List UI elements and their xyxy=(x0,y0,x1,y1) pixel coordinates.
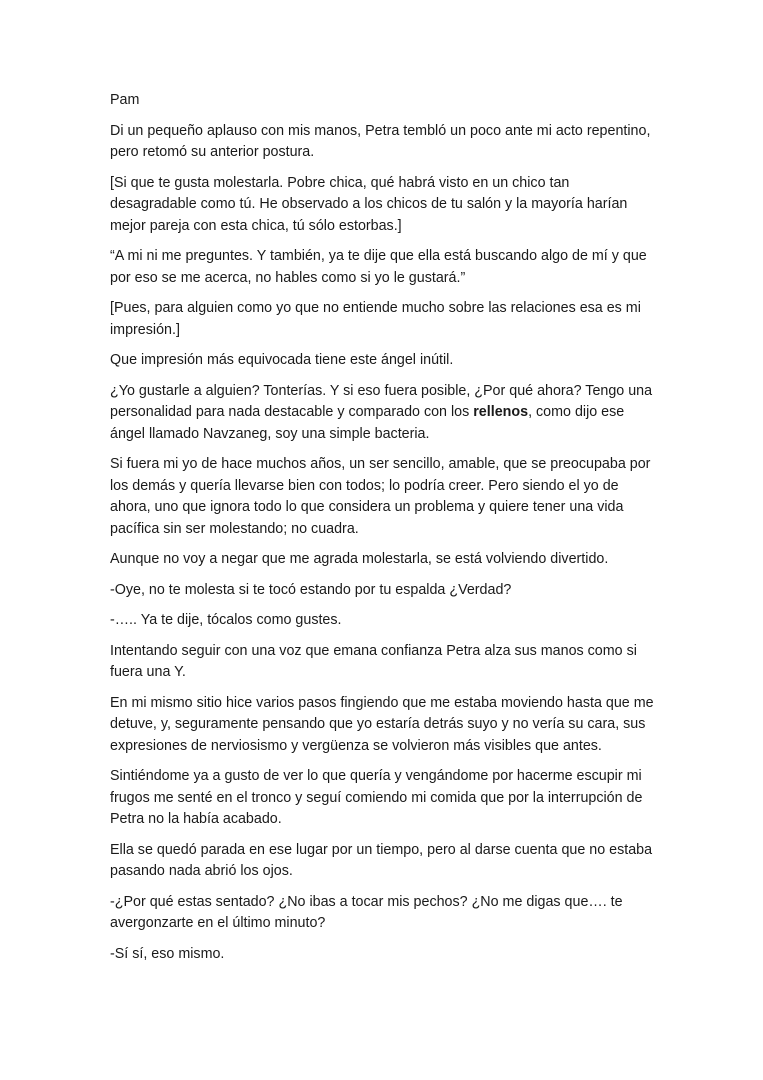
document-page xyxy=(110,90,655,974)
paragraph: Aunque no voy a negar que me agrada molestarla, se está volviendo divertido. xyxy=(110,551,609,567)
paragraph: Ella se quedó parada en ese lugar por un tiempo, pero al darse cuenta que no estaba pasando nada abrió los ojos. xyxy=(110,841,653,879)
paragraph: [Si que te gusta molestarla. Pobre chica, qué habrá visto en un chico tan desagradable como tú. He observado a los chicos de tu salón y la mayoría harían mejor pareja con esta chica, tú sólo estorbas.] xyxy=(110,174,628,234)
paragraph xyxy=(110,381,655,446)
paragraph: Di un pequeño aplauso con mis manos, Petra tembló un poco ante mi acto repentino, pero retomó su anterior postura. xyxy=(110,122,651,160)
paragraph: -¿Por qué estas sentado? ¿No ibas a tocar mis pechos? ¿No me digas que…. te avergonzarte en el último minuto? xyxy=(110,893,623,931)
paragraph-text: , como dijo ese ángel llamado Navzaneg, soy una simple bacteria. xyxy=(110,404,625,442)
paragraph: Que impresión más equivocada tiene este ángel inútil. xyxy=(110,352,454,368)
paragraph: -Sí sí, eso mismo. xyxy=(110,945,225,962)
paragraph: -Oye, no te molesta si te tocó estando por tu espalda ¿Verdad? xyxy=(110,581,512,598)
paragraph: Intentando seguir con una voz que emana confianza Petra alza sus manos como si fuera una Y. xyxy=(110,642,637,680)
paragraph: En mi mismo sitio hice varios pasos fingiendo que me estaba moviendo hasta que me detuve, y, seguramente pensando que yo estaría detrás suyo y no vería su cara, sus expresiones de nerviosismo y vergüenza se volvieron más visibles que antes. xyxy=(110,694,654,754)
paragraph: [Pues, para alguien como yo que no entiende mucho sobre las relaciones esa es mi impresión.] xyxy=(110,300,641,338)
paragraph: Sintiéndome ya a gusto de ver lo que quería y vengándome por hacerme escupir mi frugos me senté en el tronco y seguí comiendo mi comida que por la interrupción de Petra no la había acabado. xyxy=(110,768,643,827)
paragraph: “A mi ni me preguntes. Y también, ya te dije que ella está buscando algo de mí y que por eso se me acerca, no hables como si yo le gustará.” xyxy=(110,248,647,286)
paragraph: -….. Ya te dije, tócalos como gustes. xyxy=(110,612,342,628)
bold-term: rellenos xyxy=(473,404,529,420)
paragraph-text: ¿Yo gustarle a alguien? Tonterías. Y si eso fuera posible, ¿Por qué ahora? Tengo una personalidad para nada destacable y comparado con los xyxy=(110,382,653,420)
paragraph: Pam xyxy=(110,92,140,108)
paragraph: Si fuera mi yo de hace muchos años, un ser sencillo, amable, que se preocupaba por los demás y quería llevarse bien con todos; lo podría creer. Pero siendo el yo de ahora, uno que ignora todo lo que considera un problema y quiere tener una vida pacífica sin ser molestando; no cuadra. xyxy=(110,456,651,537)
